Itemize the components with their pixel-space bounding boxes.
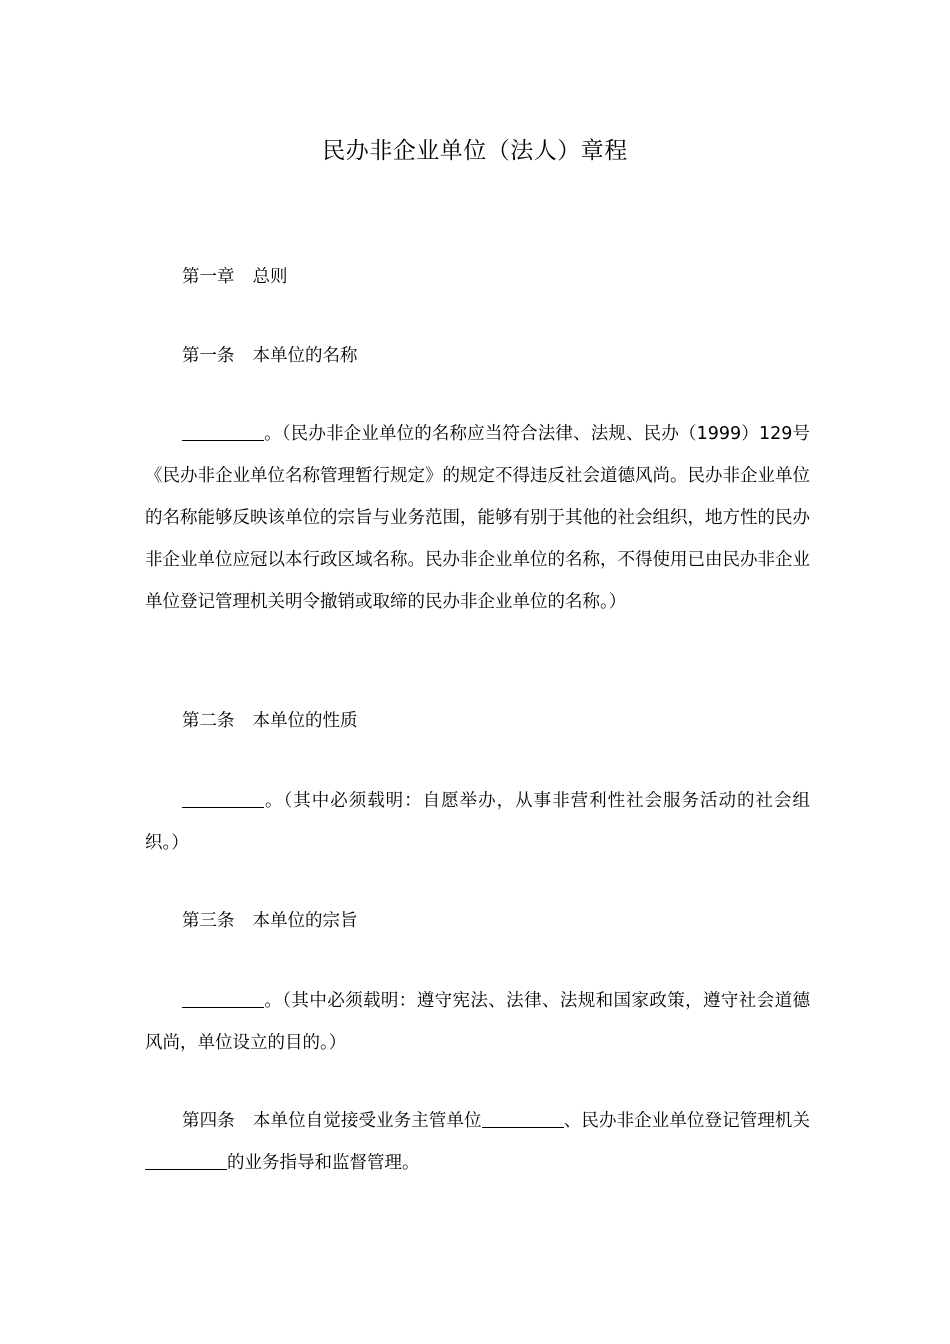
article-2-title: 本单位的性质	[252, 711, 358, 731]
article-2-body	[145, 780, 810, 864]
blank-line	[482, 1109, 564, 1128]
article-4-body	[145, 1100, 810, 1184]
article-1-heading	[145, 335, 810, 377]
blank-line	[182, 789, 264, 808]
chapter-label: 第一章	[182, 267, 235, 287]
article-4-text-1: 本单位自觉接受业务主管单位	[252, 1111, 482, 1131]
article-4-text-2: 、民办非企业单位登记管理机关	[563, 1111, 811, 1131]
article-2-label: 第二条	[182, 711, 235, 731]
chapter-name: 总则	[252, 267, 288, 287]
article-3-label: 第三条	[182, 911, 235, 931]
article-2-heading	[145, 700, 810, 742]
document-title: 民办非企业单位（法人）章程	[322, 138, 628, 164]
chapter-heading	[145, 256, 810, 298]
article-3-heading	[145, 900, 810, 942]
article-3-body	[145, 980, 810, 1064]
article-4-text-3: 的业务指导和监督管理。	[227, 1153, 420, 1173]
article-3-text: 。（其中必须载明：遵守宪法、法律、法规和国家政策，遵守社会道德风尚，单位设立的目的。）	[145, 991, 810, 1053]
blank-line	[182, 989, 264, 1008]
article-1-label: 第一条	[182, 346, 235, 366]
blank-line	[182, 422, 264, 441]
article-3-title: 本单位的宗旨	[252, 911, 358, 931]
article-2-text: 。（其中必须载明：自愿举办，从事非营利性社会服务活动的社会组织。）	[145, 791, 810, 853]
article-1-text: 。（民办非企业单位的名称应当符合法律、法规、民办（1999）129号《民办非企业单位名称管理暂行规定》的规定不得违反社会道德风尚。民办非企业单位的名称能够反映该单位的宗旨与业务范围，能够有别于其他的社会组织，地方性的民办非企业单位应冠以本行政区域名称。民办非企业单位的名称，不得使用已由民办非企业单位登记管理机关明令撤销或取缔的民办非企业单位的名称。）	[145, 424, 810, 612]
article-4-label: 第四条	[182, 1111, 235, 1131]
article-1-title: 本单位的名称	[252, 346, 358, 366]
blank-line	[145, 1151, 227, 1170]
article-1-body	[145, 413, 810, 623]
